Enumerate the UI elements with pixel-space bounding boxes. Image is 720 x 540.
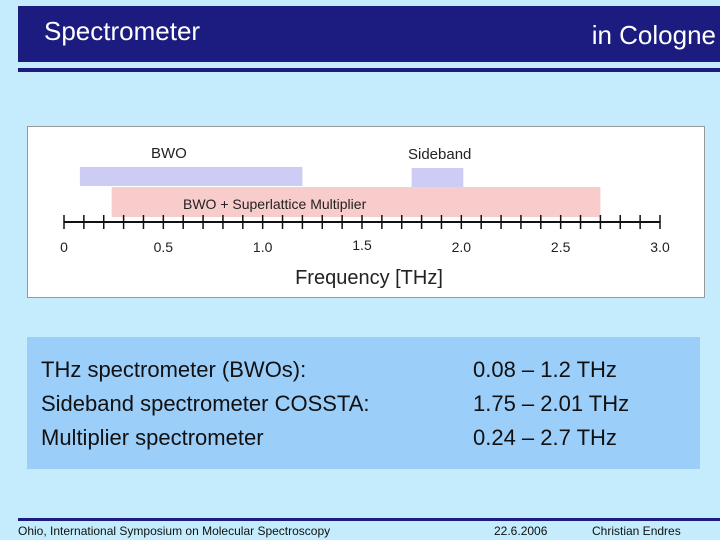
frequency-axis	[60, 215, 670, 255]
tick-label: 0	[60, 239, 68, 255]
x-axis-title: Frequency [THz]	[295, 267, 443, 289]
info-name-sideband: Sideband spectrometer COSSTA:	[41, 391, 370, 416]
bwo-label: BWO	[151, 145, 187, 162]
bwo-range-bar	[80, 167, 303, 186]
info-name-multiplier: Multiplier spectrometer	[41, 425, 264, 450]
footer-author: Christian Endres	[592, 524, 681, 538]
frequency-chart-svg	[28, 127, 706, 299]
sideband-range-bar	[412, 168, 464, 187]
tick-label: 1.0	[252, 239, 273, 255]
info-name-bwo: THz spectrometer (BWOs):	[41, 357, 307, 382]
info-range-sideband: 1.75 – 2.01 THz	[473, 391, 630, 416]
footer-date: 22.6.2006	[494, 524, 548, 538]
footer-divider	[18, 518, 720, 521]
header-bar	[18, 6, 720, 62]
slide-title: Spectrometer	[44, 16, 201, 46]
spectrometer-info-panel	[27, 337, 700, 469]
footer-conference: Ohio, International Symposium on Molecular Spectroscopy	[18, 524, 331, 538]
tick-label: 2.0	[451, 239, 472, 255]
header-divider	[18, 68, 720, 72]
tick-label: 0.5	[153, 239, 174, 255]
frequency-chart	[27, 126, 705, 298]
slide-location: in Cologne	[591, 20, 716, 50]
info-range-bwo: 0.08 – 1.2 THz	[473, 357, 617, 382]
multiplier-label: BWO + Superlattice Multiplier	[183, 196, 367, 212]
tick-label: 1.5	[352, 237, 372, 253]
info-range-multiplier: 0.24 – 2.7 THz	[473, 425, 617, 450]
tick-label: 3.0	[650, 239, 670, 255]
sideband-label: Sideband	[408, 146, 472, 163]
tick-label: 2.5	[550, 239, 571, 255]
